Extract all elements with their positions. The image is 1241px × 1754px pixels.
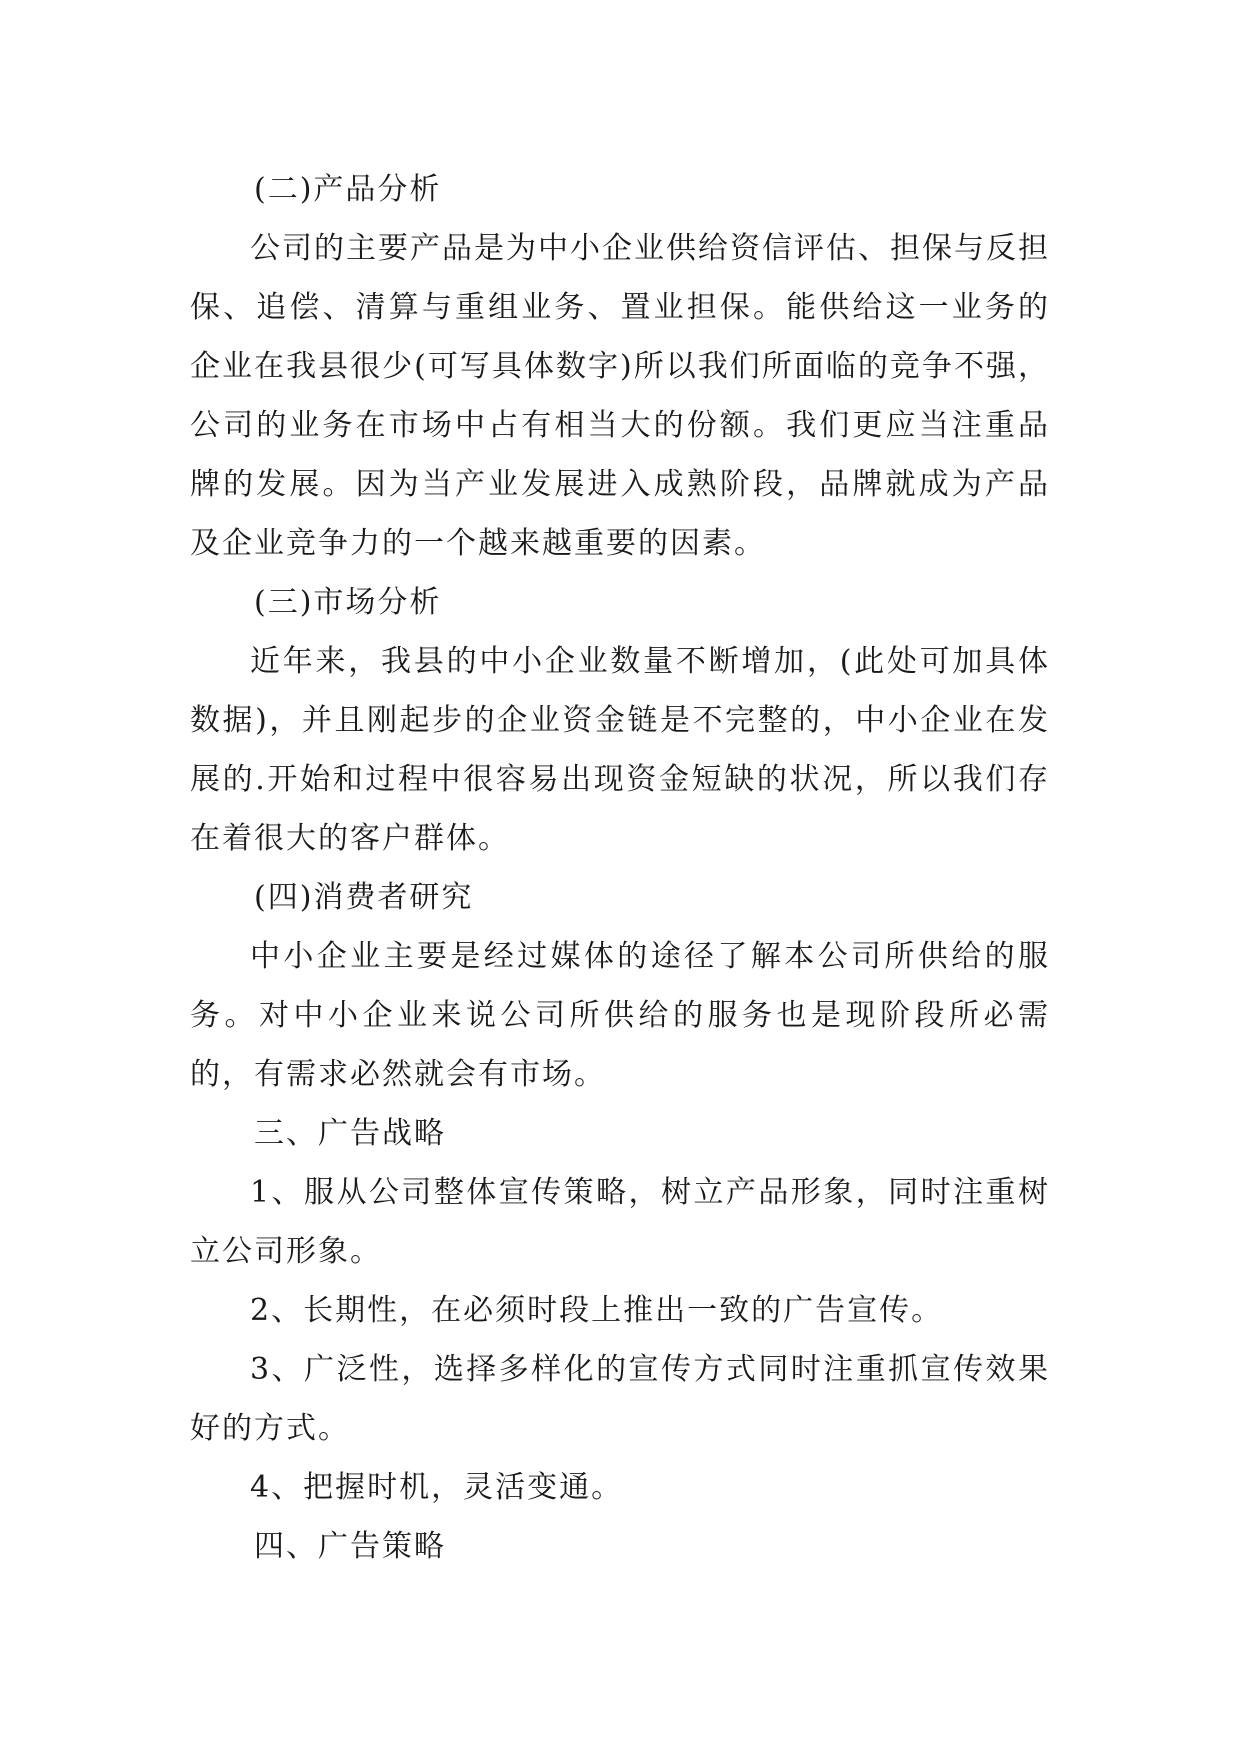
paragraph-product-analysis: 公司的主要产品是为中小企业供给资信评估、担保与反担保、追偿、清算与重组业务、置业担保。能供给这一业务的企业在我县很少(可写具体数字)所以我们所面临的竞争不强，公司的业务在市场中占有相当大的份额。我们更应当注重品牌的发展。因为当产业发展进入成熟阶段，品牌就成为产品及企业竞争力的一个越来越重要的因素。 <box>190 231 1050 561</box>
section-heading-consumer-research: (四)消费者研究 <box>254 880 474 915</box>
section-heading-ad-strategy: 三、广告战略 <box>254 1116 446 1151</box>
list-item-strategy-1: 1、服从公司整体宣传策略，树立产品形象，同时注重树立公司形象。 <box>190 1175 1050 1269</box>
document-body <box>190 160 1050 1576</box>
paragraph-consumer-research: 中小企业主要是经过媒体的途径了解本公司所供给的服务。对中小企业来说公司所供给的服务也是现阶段所必需的，有需求必然就会有市场。 <box>190 939 1050 1092</box>
list-item-strategy-3: 3、广泛性，选择多样化的宣传方式同时注重抓宣传效果好的方式。 <box>190 1352 1050 1446</box>
section-heading-product-analysis: (二)产品分析 <box>254 172 442 207</box>
section-heading-market-analysis: (三)市场分析 <box>254 585 442 620</box>
section-heading-ad-tactics: 四、广告策略 <box>254 1529 446 1564</box>
list-item-strategy-2: 2、长期性，在必须时段上推出一致的广告宣传。 <box>250 1293 944 1328</box>
list-item-strategy-4: 4、把握时机，灵活变通。 <box>250 1470 624 1505</box>
paragraph-market-analysis: 近年来，我县的中小企业数量不断增加，(此处可加具体数据)，并且刚起步的企业资金链是不完整的，中小企业在发展的.开始和过程中很容易出现资金短缺的状况，所以我们存在着很大的客户群体。 <box>190 644 1050 856</box>
